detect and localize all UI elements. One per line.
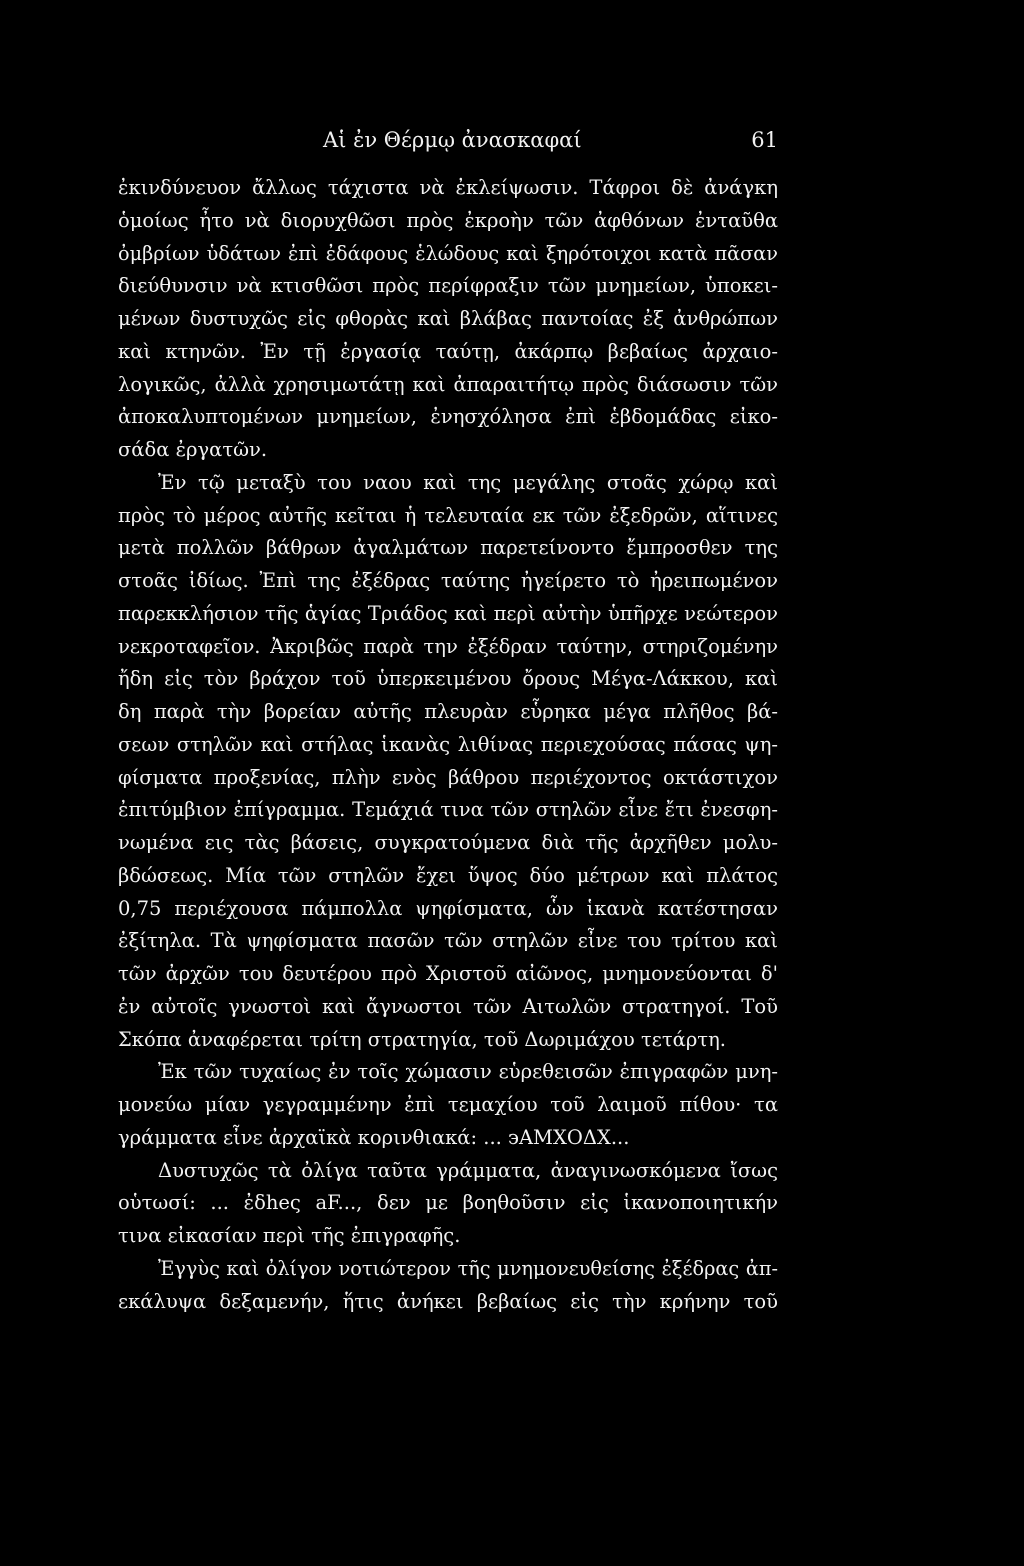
- running-title: Αἱ ἐν Θέρμῳ ἀνασκαφαί: [323, 128, 582, 152]
- text-line: 0,75 περιέχουσα πάμπολλα ψηφίσματα, ὧν ἱκανὰ κατέστησαν: [118, 896, 778, 920]
- text-line: λογικῶς, ἀλλὰ χρησιμωτάτῃ καὶ ἀπαραιτήτῳ πρὸς διάσωσιν τῶν: [118, 372, 778, 396]
- text-line: φίσματα προξενίας, πλὴν ενὸς βάθρου περιέχοντος οκτάστιχον: [118, 765, 778, 789]
- text-line: σεων στηλῶν καὶ στήλας ἱκανὰς λιθίνας περιεχούσας πάσας ψη-: [118, 732, 778, 756]
- text-line: ἤδη εἰς τὸν βράχον τοῦ ὑπερκειμένου ὄρους Μέγα-Λάκκου, καὶ: [118, 667, 778, 691]
- text-line: Ἐγγὺς καὶ ὀλίγον νοτιώτερον τῆς μνημονευθείσης ἐξέδρας ἀπ-: [158, 1256, 778, 1280]
- running-head: [118, 128, 778, 172]
- text-line: πρὸς τὸ μέρος αὐτῆς κεῖται ἡ τελευταία εκ τῶν ἐξεδρῶν, αἵτινες: [118, 503, 778, 527]
- text-line: καὶ κτηνῶν. Ἐν τῇ ἐργασίᾳ ταύτῃ, ἀκάρπῳ βεβαίως ἀρχαιο-: [118, 339, 778, 363]
- text-line: σάδα ἐργατῶν.: [118, 438, 268, 461]
- text-line: μένων δυστυχῶς εἰς φθορὰς καὶ βλάβας παντοίας ἐξ ἀνθρώπων: [118, 307, 778, 330]
- text-line: μονεύω μίαν γεγραμμένην ἐπὶ τεμαχίου τοῦ λαιμοῦ πίθου· τα: [118, 1093, 778, 1116]
- body-text: [118, 172, 778, 1318]
- text-line: Σκόπα ἀναφέρεται τρίτη στρατηγία, τοῦ Δωριμάχου τετάρτη.: [118, 1027, 726, 1051]
- text-line: δη παρὰ τὴν βορείαν αὐτῆς πλευρὰν εὗρηκα μέγα πλῆθος βά-: [118, 700, 778, 723]
- text-line: ἀποκαλυπτομένων μνημείων, ἐνησχόλησα ἐπὶ ἑβδομάδας εἰκο-: [118, 405, 778, 429]
- text-line: ἐπιτύμβιον ἐπίγραμμα. Τεμάχιά τινα τῶν στηλῶν εἶνε ἔτι ἐνεσφη-: [118, 798, 778, 822]
- text-line: Δυστυχῶς τὰ ὀλίγα ταῦτα γράμματα, ἀναγινωσκόμενα ἴσως: [158, 1158, 778, 1182]
- text-line: Ἐν τῷ μεταξὺ του ναου καὶ της μεγάλης στοᾶς χώρῳ καὶ: [158, 470, 778, 494]
- text-line: παρεκκλήσιον τῆς ἁγίας Τριάδος καὶ περὶ αὐτὴν ὑπῆρχε νεώτερον: [118, 601, 778, 625]
- text-line: στοᾶς ἰδίως. Ἐπὶ της ἐξέδρας ταύτης ἠγείρετο τὸ ἠρειπωμένον: [118, 569, 778, 592]
- text-line: ὀμβρίων ὑδάτων ἐπὶ ἐδάφους ἑλώδους καὶ ξηρότοιχοι κατὰ πᾶσαν: [118, 241, 778, 265]
- text-line: Ἐκ τῶν τυχαίως ἐν τοῖς χώμασιν εὑρεθεισῶν ἐπιγραφῶν μνη-: [158, 1060, 778, 1084]
- text-line: ἐξίτηλα. Τὰ ψηφίσματα πασῶν τῶν στηλῶν εἶνε του τρίτου καὶ: [118, 929, 778, 953]
- book-page: [118, 128, 778, 1318]
- text-line: οὑτωσί: ... ἐδheς aF..., δεν με βοηθοῦσιν εἰς ἱκανοποιητικήν: [118, 1191, 778, 1215]
- text-line: ἐκινδύνευον ἄλλως τάχιστα νὰ ἐκλείψωσιν. Τάφροι δὲ ἀνάγκη: [118, 176, 778, 199]
- text-line: εκάλυψα δεξαμενήν, ἥτις ἀνήκει βεβαίως εἰς τὴν κρήνην τοῦ: [118, 1289, 778, 1313]
- text-line: νωμένα εις τὰς βάσεις, συγκρατούμενα διὰ τῆς ἀρχῆθεν μολυ-: [118, 831, 778, 854]
- page-number: 61: [751, 128, 778, 152]
- text-line: μετὰ πολλῶν βάθρων ἀγαλμάτων παρετείνοντο ἔμπροσθεν της: [118, 536, 778, 560]
- text-line: ἐν αὐτοῖς γνωστοὶ καὶ ἄγνωστοι τῶν Αιτωλῶν στρατηγοί. Τοῦ: [118, 994, 778, 1018]
- text-line: διεύθυνσιν νὰ κτισθῶσι πρὸς περίφραξιν τῶν μνημείων, ὑποκει-: [118, 274, 778, 298]
- text-line: νεκροταφεῖον. Ἀκριβῶς παρὰ την ἐξέδραν ταύτην, στηριζομένην: [118, 634, 778, 658]
- text-line: τῶν ἀρχῶν του δευτέρου πρὸ Χριστοῦ αἰῶνος, μνημονεύονται δ': [118, 962, 778, 985]
- text-line: βδώσεως. Μία τῶν στηλῶν ἔχει ὕψος δύο μέτρων καὶ πλάτος: [118, 863, 778, 887]
- text-line: γράμματα εἶνε ἀρχαϊκὰ κορινθιακά: ... ϶ΑΜΧΟΔΧ...: [118, 1125, 630, 1149]
- text-line: ὁμοίως ἦτο νὰ διορυχθῶσι πρὸς ἐκροὴν τῶν ἀφθόνων ἐνταῦθα: [118, 208, 778, 232]
- text-line: τινα εἰκασίαν περὶ τῆς ἐπιγραφῆς.: [118, 1224, 461, 1247]
